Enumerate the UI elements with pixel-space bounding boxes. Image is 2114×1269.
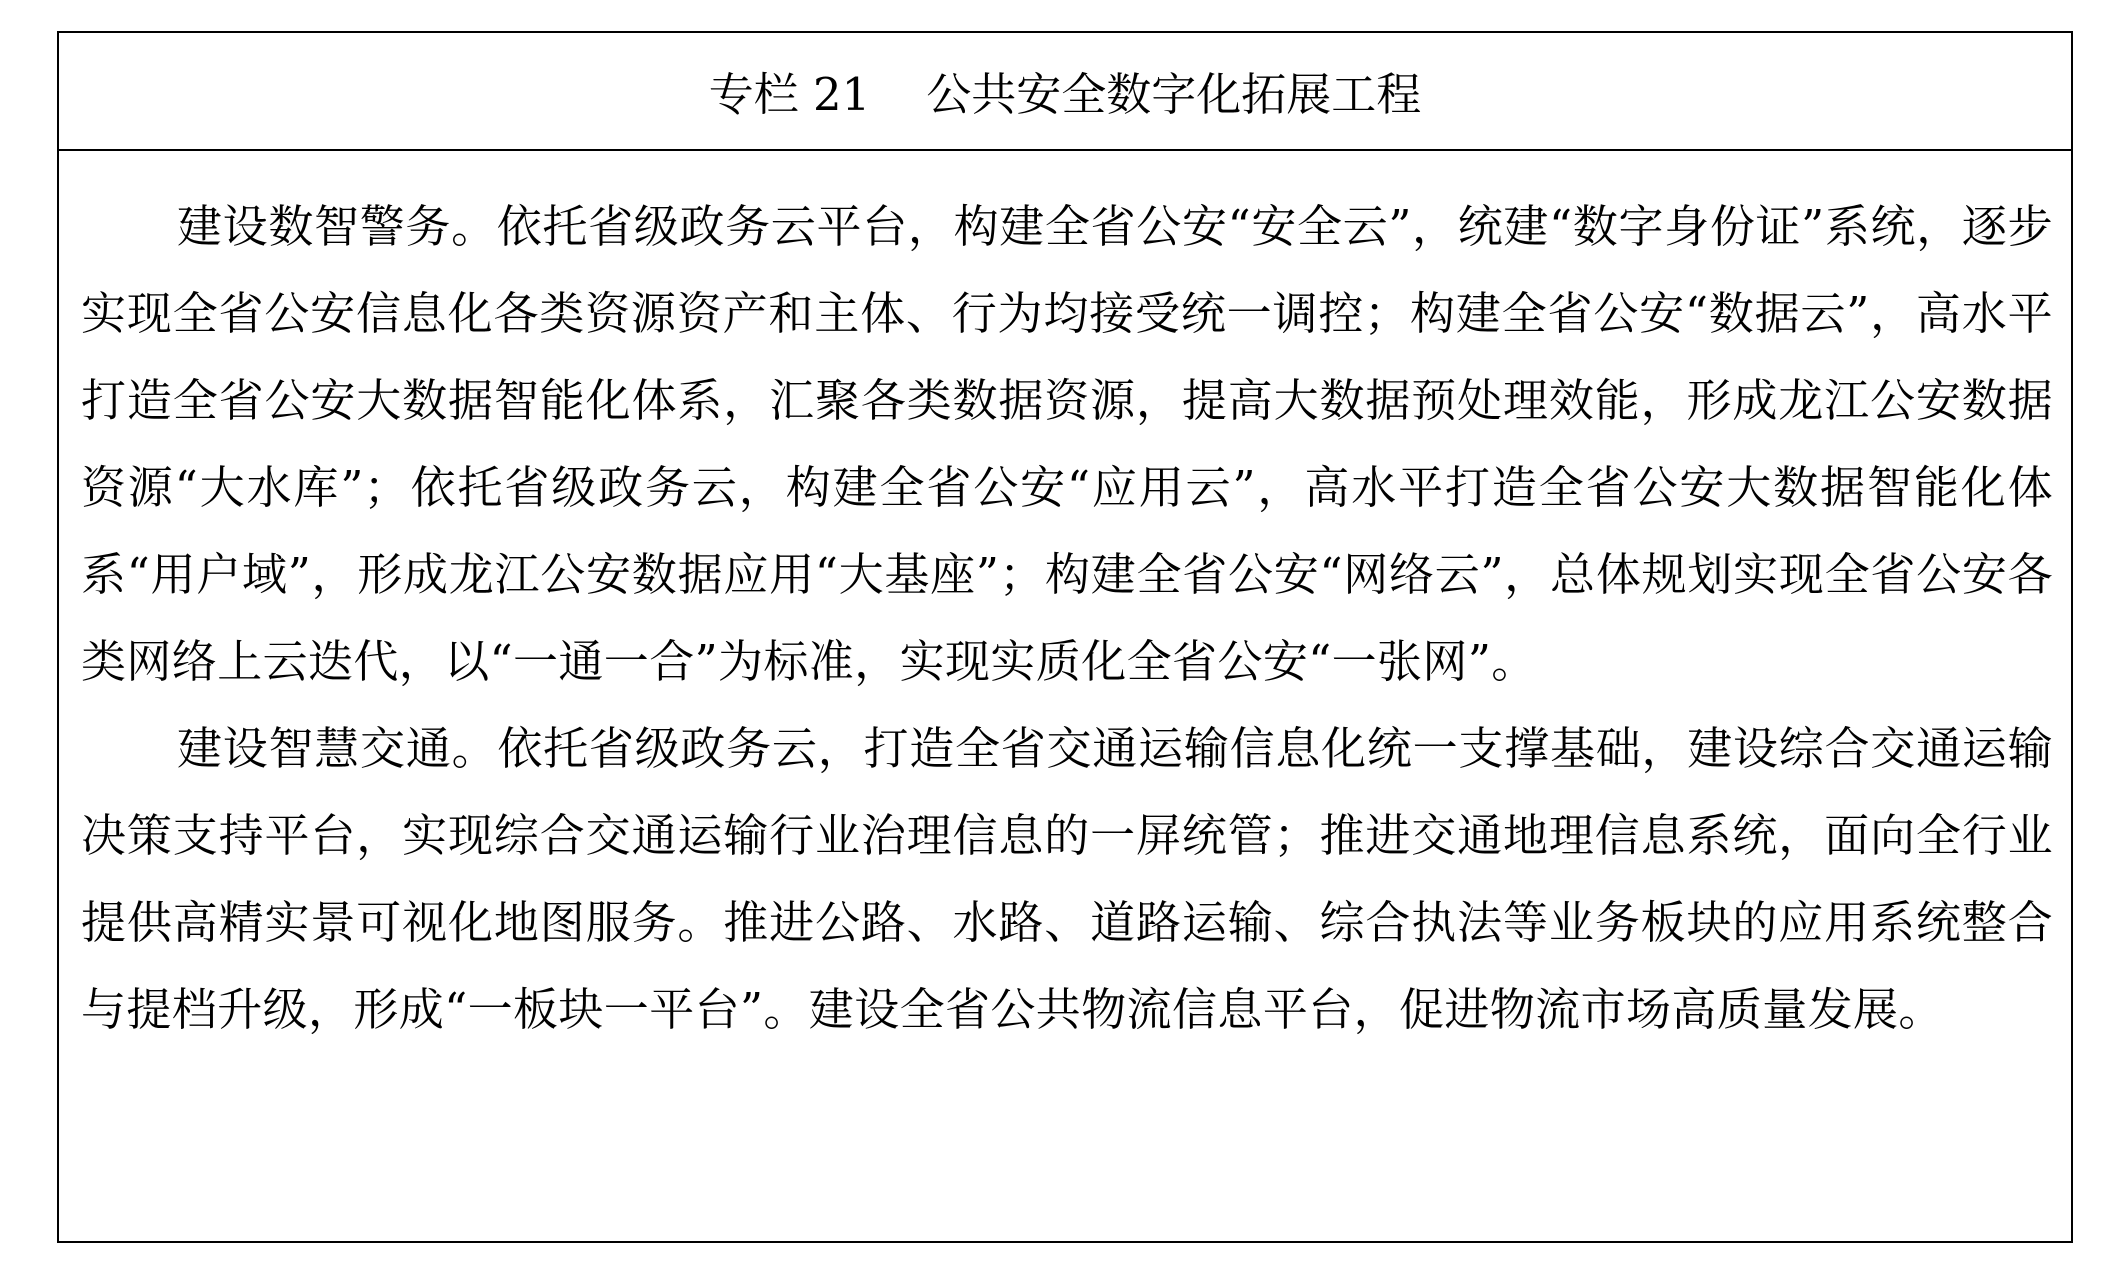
box-label: 专栏 21 bbox=[708, 67, 871, 121]
column-box bbox=[57, 31, 2073, 1243]
box-title bbox=[708, 67, 1422, 121]
box-header bbox=[59, 33, 2071, 151]
box-body bbox=[59, 151, 2071, 1053]
paragraph-smart-policing: 建设数智警务。依托省级政务云平台，构建全省公安“安全云”，统建“数字身份证”系统，逐步实现全省公安信息化各类资源资产和主体、行为均接受统一调控；构建全省公安“数据云”，高水平打造全省公安大数据智能化体系，汇聚各类数据资源，提高大数据预处理效能，形成龙江公安数据资源“大水库”；依托省级政务云，构建全省公安“应用云”，高水平打造全省公安大数据智能化体系“用户域”，形成龙江公安数据应用“大基座”；构建全省公安“网络云”，总体规划实现全省公安各类网络上云迭代，以“一通一合”为标准，实现实质化全省公安“一张网”。 bbox=[81, 200, 2053, 688]
box-title-text: 公共安全数字化拓展工程 bbox=[926, 67, 1422, 121]
paragraph-smart-transport: 建设智慧交通。依托省级政务云，打造全省交通运输信息化统一支撑基础，建设综合交通运输决策支持平台，实现综合交通运输行业治理信息的一屏统管；推进交通地理信息系统，面向全行业提供高精实景可视化地图服务。推进公路、水路、道路运输、综合执法等业务板块的应用系统整合与提档升级，形成“一板块一平台”。建设全省公共物流信息平台，促进物流市场高质量发展。 bbox=[81, 722, 2053, 1036]
